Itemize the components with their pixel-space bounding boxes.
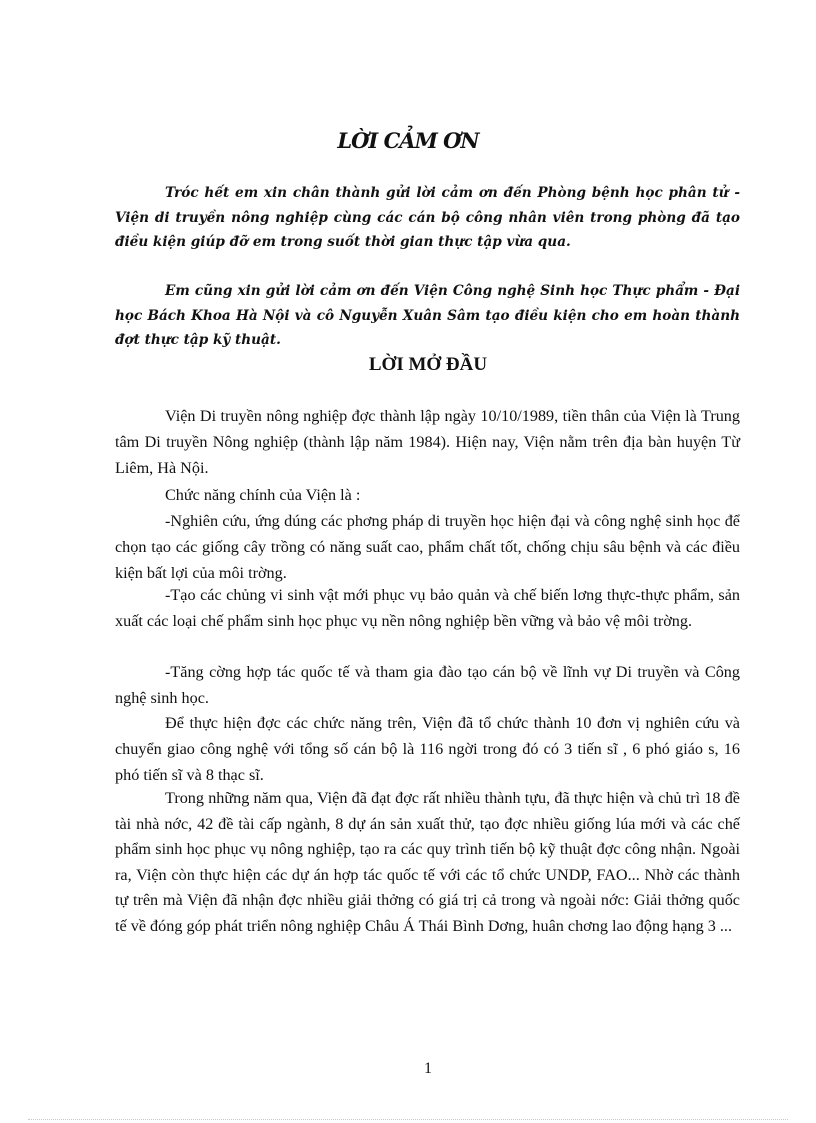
introduction-paragraph: -Tạo các chủng vi sinh vật mới phục vụ bảo quản và chế biến lơng thực-thực phẩm, sản xuất các loại chế phẩm sinh học phục vụ nền nông nghiệp bền vững và bảo vệ môi trờng. — [115, 586, 740, 630]
introduction-paragraph: -Nghiên cứu, ứng dúng các phơng pháp di truyền học hiện đại và công nghệ sinh học để chọn tạo các giống cây trồng có năng suất cao, phẩm chất tốt, chống chịu sâu bệnh và các điều kiện bất lợi của môi trờng. — [115, 512, 740, 582]
page-bottom-divider — [28, 1119, 788, 1120]
introduction-paragraph: Để thực hiện đợc các chức năng trên, Viện đã tổ chức thành 10 đơn vị nghiên cứu và chuyển giao công nghệ với tổng số cán bộ là 116 ngời trong đó có 3 tiến sĩ , 6 phó giáo s, 16 phó tiến sĩ và 8 thạc sĩ. — [115, 714, 740, 784]
acknowledgement-paragraph: Tróc hết em xin chân thành gửi lời cảm ơn đến Phòng bệnh học phân tử - Viện di truyền nông nghiệp cùng các cán bộ công nhân viên trong phòng đã tạo điều kiện giúp đỡ em trong suốt thời gian thực tập vừa qua. — [115, 185, 740, 250]
acknowledgement-paragraph: Em cũng xin gửi lời cảm ơn đến Viện Công nghệ Sinh học Thực phẩm - Đại học Bách Khoa Hà Nội và cô Nguyễn Xuân Sâm tạo điều kiện cho em hoàn thành đợt thực tập kỹ thuật. — [115, 283, 740, 348]
introduction-paragraph: Chức năng chính của Viện là : — [165, 486, 361, 504]
acknowledgement-title: LỜI CẢM ƠN — [337, 128, 479, 153]
introduction-paragraph: -Tăng cờng hợp tác quốc tế và tham gia đào tạo cán bộ về lĩnh vự Di truyền và Công nghệ sinh học. — [115, 663, 740, 707]
introduction-title: LỜI MỞ ĐẦU — [368, 354, 488, 375]
introduction-paragraph: Trong những năm qua, Viện đã đạt đợc rất nhiều thành tựu, đã thực hiện và chủ trì 18 đề tài nhà nớc, 42 đề tài cấp ngành, 8 dự án sản xuất thử, tạo đợc nhiều giống lúa mới và các chế phẩm sinh học phục vụ nông nghiệp, tạo ra các quy trình tiến bộ kỹ thuật đợc công nhận. Ngoài ra, Viện còn thực hiện các dự án hợp tác quốc tế với các tổ chức UNDP, FAO... Nhờ các thành tự trên mà Viện đã nhận đợc nhiều giải thởng có giá trị cả trong và ngoài nớc: Giải thởng quốc tế về đóng góp phát triển nông nghiệp Châu Á Thái Bình Dơng, huân chơng lao động hạng 3 ... — [115, 789, 740, 935]
page-number: 1 — [424, 1060, 432, 1077]
introduction-paragraph: Viện Di truyền nông nghiệp đợc thành lập ngày 10/10/1989, tiền thân của Viện là Trung tâm Di truyền Nông nghiệp (thành lập năm 1984). Hiện nay, Viện nằm trên địa bàn huyện Từ Liêm, Hà Nội. — [115, 407, 740, 477]
